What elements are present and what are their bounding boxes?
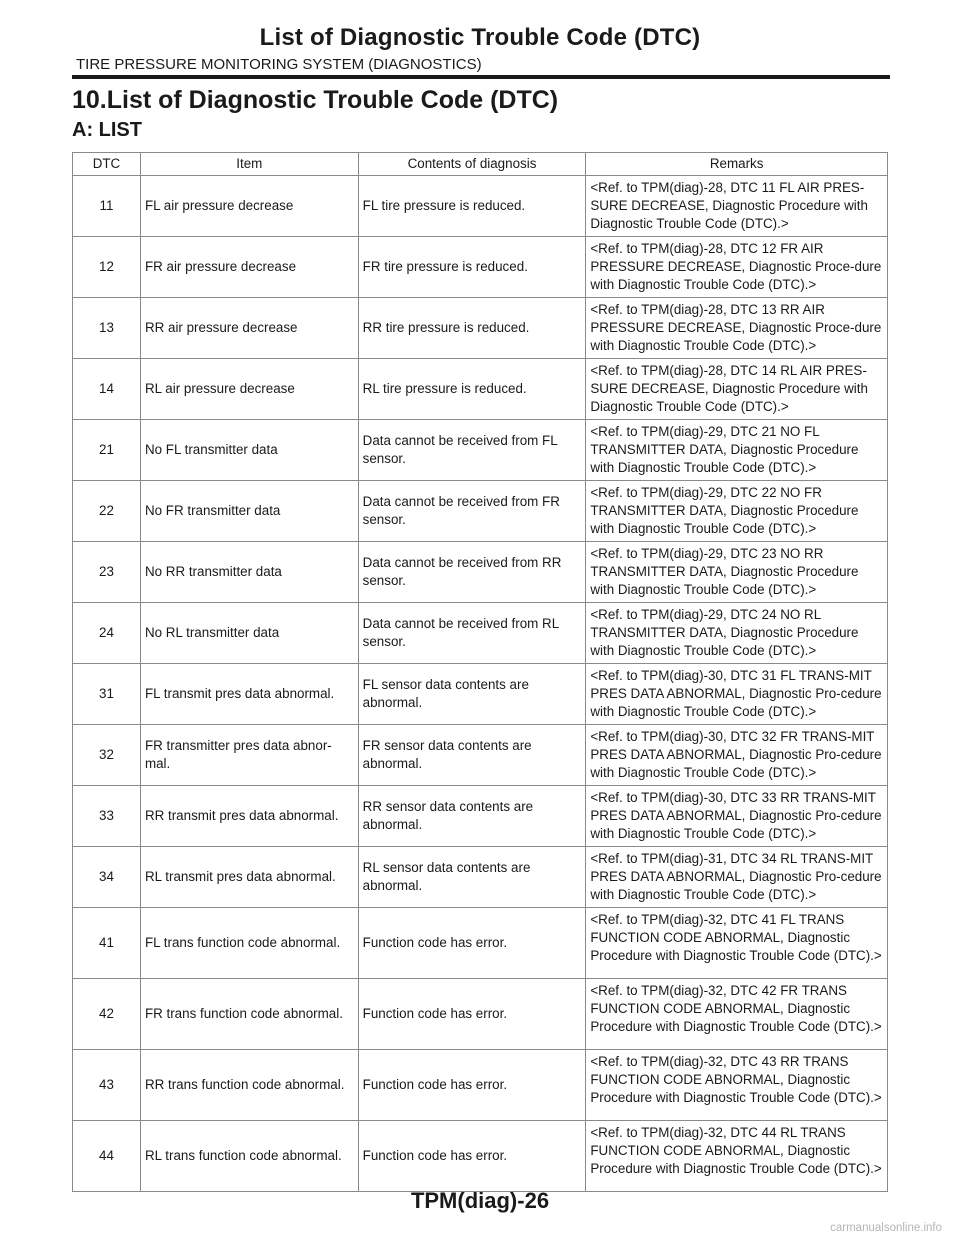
- dtc-cell: 13: [73, 298, 141, 359]
- item-cell: RR transmit pres data abnormal.: [140, 786, 358, 847]
- remarks-cell: <Ref. to TPM(diag)-29, DTC 22 NO FR TRANSMITTER DATA, Diagnostic Procedure with Diagnostic Trouble Code (DTC).>: [586, 481, 888, 542]
- dtc-cell: 12: [73, 237, 141, 298]
- dtc-cell: 24: [73, 603, 141, 664]
- table-row: [73, 908, 888, 979]
- dtc-cell: 11: [73, 176, 141, 237]
- item-cell: No RL transmitter data: [140, 603, 358, 664]
- table-header-row: [73, 153, 888, 176]
- item-cell: RL trans function code abnormal.: [140, 1121, 358, 1192]
- table-row: [73, 725, 888, 786]
- page-header-subtitle: TIRE PRESSURE MONITORING SYSTEM (DIAGNOSTICS): [76, 56, 482, 73]
- remarks-cell: <Ref. to TPM(diag)-32, DTC 44 RL TRANS FUNCTION CODE ABNORMAL, Diagnostic Procedure with Diagnostic Trouble Code (DTC).>: [586, 1121, 888, 1192]
- table-row: [73, 786, 888, 847]
- remarks-cell: <Ref. to TPM(diag)-28, DTC 14 RL AIR PRES-SURE DECREASE, Diagnostic Procedure with Diagnostic Trouble Code (DTC).>: [586, 359, 888, 420]
- contents-cell: FR tire pressure is reduced.: [358, 237, 586, 298]
- contents-cell: RR sensor data contents are abnormal.: [358, 786, 586, 847]
- page-header-title: List of Diagnostic Trouble Code (DTC): [259, 24, 701, 51]
- table-row: [73, 420, 888, 481]
- remarks-cell: <Ref. to TPM(diag)-32, DTC 41 FL TRANS FUNCTION CODE ABNORMAL, Diagnostic Procedure with Diagnostic Trouble Code (DTC).>: [586, 908, 888, 979]
- dtc-cell: 44: [73, 1121, 141, 1192]
- item-cell: FR air pressure decrease: [140, 237, 358, 298]
- table-row: [73, 664, 888, 725]
- dtc-cell: 22: [73, 481, 141, 542]
- table-row: [73, 481, 888, 542]
- remarks-cell: <Ref. to TPM(diag)-32, DTC 42 FR TRANS FUNCTION CODE ABNORMAL, Diagnostic Procedure with Diagnostic Trouble Code (DTC).>: [586, 979, 888, 1050]
- column-header-remarks: Remarks: [586, 153, 888, 176]
- item-cell: FR transmitter pres data abnor-mal.: [140, 725, 358, 786]
- dtc-cell: 32: [73, 725, 141, 786]
- dtc-cell: 14: [73, 359, 141, 420]
- column-header-item: Item: [140, 153, 358, 176]
- contents-cell: RL tire pressure is reduced.: [358, 359, 586, 420]
- table-row: [73, 979, 888, 1050]
- item-cell: RL transmit pres data abnormal.: [140, 847, 358, 908]
- remarks-cell: <Ref. to TPM(diag)-30, DTC 31 FL TRANS-MIT PRES DATA ABNORMAL, Diagnostic Pro-cedure with Diagnostic Trouble Code (DTC).>: [586, 664, 888, 725]
- contents-cell: Function code has error.: [358, 1050, 586, 1121]
- item-cell: FR trans function code abnormal.: [140, 979, 358, 1050]
- subsection-title: A: LIST: [72, 119, 142, 141]
- contents-cell: Function code has error.: [358, 1121, 586, 1192]
- page-number: TPM(diag)-26: [410, 1188, 550, 1213]
- item-cell: No FR transmitter data: [140, 481, 358, 542]
- dtc-cell: 43: [73, 1050, 141, 1121]
- remarks-cell: <Ref. to TPM(diag)-30, DTC 32 FR TRANS-MIT PRES DATA ABNORMAL, Diagnostic Pro-cedure with Diagnostic Trouble Code (DTC).>: [586, 725, 888, 786]
- contents-cell: FL sensor data contents are abnormal.: [358, 664, 586, 725]
- contents-cell: Data cannot be received from RR sensor.: [358, 542, 586, 603]
- remarks-cell: <Ref. to TPM(diag)-29, DTC 24 NO RL TRANSMITTER DATA, Diagnostic Procedure with Diagnostic Trouble Code (DTC).>: [586, 603, 888, 664]
- remarks-cell: <Ref. to TPM(diag)-28, DTC 11 FL AIR PRES-SURE DECREASE, Diagnostic Procedure with Diagnostic Trouble Code (DTC).>: [586, 176, 888, 237]
- item-cell: RR air pressure decrease: [140, 298, 358, 359]
- section-title: 10.List of Diagnostic Trouble Code (DTC): [72, 86, 559, 114]
- table-row: [73, 1121, 888, 1192]
- table-row: [73, 298, 888, 359]
- watermark: carmanualsonline.info: [830, 1222, 942, 1234]
- contents-cell: Data cannot be received from RL sensor.: [358, 603, 586, 664]
- item-cell: RL air pressure decrease: [140, 359, 358, 420]
- dtc-table: [72, 152, 888, 1192]
- remarks-cell: <Ref. to TPM(diag)-29, DTC 21 NO FL TRANSMITTER DATA, Diagnostic Procedure with Diagnostic Trouble Code (DTC).>: [586, 420, 888, 481]
- remarks-cell: <Ref. to TPM(diag)-28, DTC 13 RR AIR PRESSURE DECREASE, Diagnostic Proce-dure with Diagnostic Trouble Code (DTC).>: [586, 298, 888, 359]
- table-row: [73, 359, 888, 420]
- item-cell: No FL transmitter data: [140, 420, 358, 481]
- remarks-cell: <Ref. to TPM(diag)-29, DTC 23 NO RR TRANSMITTER DATA, Diagnostic Procedure with Diagnostic Trouble Code (DTC).>: [586, 542, 888, 603]
- table-row: [73, 176, 888, 237]
- table-body: [73, 176, 888, 1192]
- dtc-cell: 21: [73, 420, 141, 481]
- table-row: [73, 1050, 888, 1121]
- item-cell: RR trans function code abnormal.: [140, 1050, 358, 1121]
- table-row: [73, 237, 888, 298]
- contents-cell: Function code has error.: [358, 908, 586, 979]
- dtc-cell: 42: [73, 979, 141, 1050]
- dtc-cell: 31: [73, 664, 141, 725]
- dtc-cell: 41: [73, 908, 141, 979]
- contents-cell: Data cannot be received from FL sensor.: [358, 420, 586, 481]
- contents-cell: Data cannot be received from FR sensor.: [358, 481, 586, 542]
- item-cell: FL transmit pres data abnormal.: [140, 664, 358, 725]
- table-row: [73, 542, 888, 603]
- remarks-cell: <Ref. to TPM(diag)-32, DTC 43 RR TRANS FUNCTION CODE ABNORMAL, Diagnostic Procedure with Diagnostic Trouble Code (DTC).>: [586, 1050, 888, 1121]
- remarks-cell: <Ref. to TPM(diag)-28, DTC 12 FR AIR PRESSURE DECREASE, Diagnostic Proce-dure with Diagnostic Trouble Code (DTC).>: [586, 237, 888, 298]
- dtc-cell: 34: [73, 847, 141, 908]
- dtc-cell: 33: [73, 786, 141, 847]
- header-divider: [72, 75, 890, 79]
- item-cell: FL trans function code abnormal.: [140, 908, 358, 979]
- contents-cell: RL sensor data contents are abnormal.: [358, 847, 586, 908]
- column-header-dtc: DTC: [73, 153, 141, 176]
- remarks-cell: <Ref. to TPM(diag)-30, DTC 33 RR TRANS-MIT PRES DATA ABNORMAL, Diagnostic Pro-cedure with Diagnostic Trouble Code (DTC).>: [586, 786, 888, 847]
- remarks-cell: <Ref. to TPM(diag)-31, DTC 34 RL TRANS-MIT PRES DATA ABNORMAL, Diagnostic Pro-cedure with Diagnostic Trouble Code (DTC).>: [586, 847, 888, 908]
- column-header-contents: Contents of diagnosis: [358, 153, 586, 176]
- contents-cell: FL tire pressure is reduced.: [358, 176, 586, 237]
- contents-cell: FR sensor data contents are abnormal.: [358, 725, 586, 786]
- table-row: [73, 603, 888, 664]
- dtc-cell: 23: [73, 542, 141, 603]
- contents-cell: Function code has error.: [358, 979, 586, 1050]
- table-row: [73, 847, 888, 908]
- item-cell: FL air pressure decrease: [140, 176, 358, 237]
- item-cell: No RR transmitter data: [140, 542, 358, 603]
- contents-cell: RR tire pressure is reduced.: [358, 298, 586, 359]
